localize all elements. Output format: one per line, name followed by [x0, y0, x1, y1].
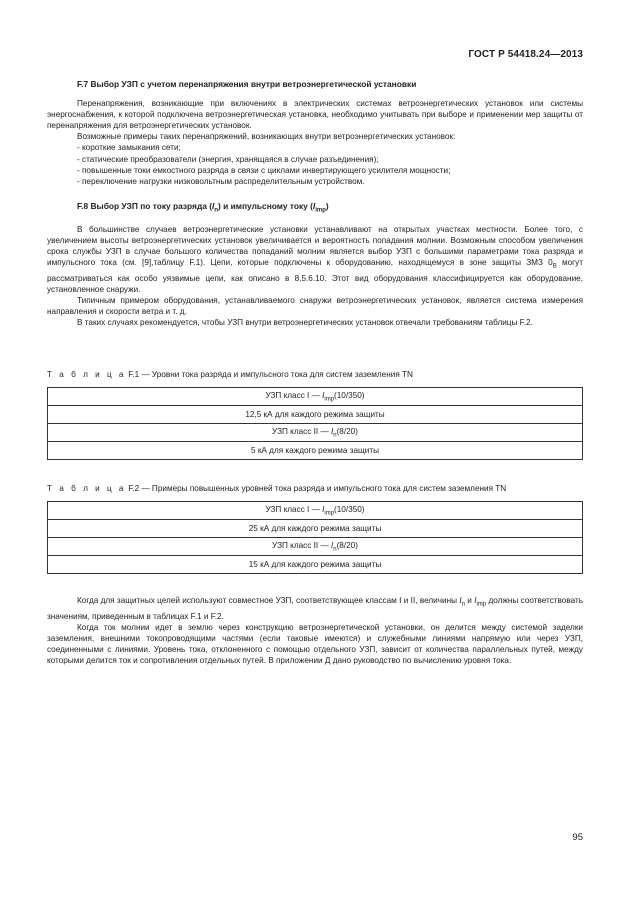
table-cell: УЗП класс II — $I_n(8/20)$	[48, 424, 583, 442]
table-cell: 5 кА для каждого режима защиты	[48, 442, 583, 460]
table-row	[48, 424, 583, 442]
table-f1-caption: Т а б л и ц а F.1 — Уровни тока разряда и импульсного тока для систем заземления TN	[47, 370, 413, 379]
table-cell: 15 кА для каждого режима защиты	[48, 556, 583, 574]
list-item: - повышенные токи емкостного разряда в связи с циклами инвертирующего усилителя мощности;	[77, 165, 451, 175]
section-f8-paragraph-2: Типичным примером оборудования, устанавливаемого снаружи ветроэнергетических установок, является система измерения направления и скорости ветра и т. д.	[47, 295, 583, 317]
section-f7	[47, 79, 583, 187]
closing-paragraph-2: Когда ток молнии идет в землю через конструкцию ветроэнергетической установки, он делится между системой заделки заземления, внешними токопроводящими частями (если таковые имеются) и служебными линиями напрямую или через УЗП, соединенными с линиями. Уровень тока, отклоненного с помощью отдельного УЗП, зависит от количества параллельных путей, между которыми делится ток и сопротивления отдельных путей. В приложении Д дано руководство по вычислению уровня тока.	[47, 622, 583, 666]
section-f7-title: F.7 Выбор УЗП с учетом перенапряжения внутри ветроэнергетической установки	[77, 79, 417, 89]
table-cell: 25 кА для каждого режима защиты	[48, 520, 583, 538]
table-row	[48, 442, 583, 460]
section-f7-paragraph-2: Возможные примеры таких перенапряжений, возникающих внутри ветроэнергетических установок:	[77, 132, 456, 142]
table-cell: 12,5 кА для каждого режима защиты	[48, 406, 583, 424]
section-f8	[47, 201, 583, 328]
list-item: - статические преобразователи (энергия, хранящаяся в случае разъединения);	[77, 154, 379, 164]
table-row	[48, 556, 583, 574]
document-code: ГОСТ Р 54418.24—2013	[468, 49, 583, 60]
table-row	[48, 520, 583, 538]
table-row	[48, 388, 583, 406]
closing-text	[47, 595, 583, 666]
table-row	[48, 538, 583, 556]
list-item: - переключение нагрузки низковольтным распределительным устройством.	[77, 176, 365, 186]
table-cell: УЗП класс I — $I_{imp}(10/350)$	[48, 502, 583, 520]
table-f2-caption: Т а б л и ц а F.2 — Примеры повышенных уровней тока разряда и импульсного тока для систем заземления TN	[47, 484, 507, 493]
table-row	[48, 502, 583, 520]
list-item: - короткие замыкания сети;	[77, 143, 181, 153]
section-f7-paragraph-1: Перенапряжения, возникающие при включениях в электрических системах ветроэнергетических установок или системы энергоснабжения, к которой подключена ветроэнергетическая установка, необходимо учитывать при выборе и применении мер защиты от перенапряжения для ветроэнергетических установок.	[47, 99, 583, 131]
section-f8-paragraph-3: В таких случаях рекомендуется, чтобы УЗП внутри ветроэнергетических установок отвечали требованиям таблицы F.2.	[77, 318, 533, 328]
table-cell: УЗП класс I — $I_{imp}(10/350)$	[48, 388, 583, 406]
table-row	[48, 406, 583, 424]
table-cell: УЗП класс II — $I_n(8/20)$	[48, 538, 583, 556]
page-number: 95	[572, 832, 583, 843]
table-f2	[47, 501, 583, 574]
section-f8-title: F.8 Выбор УЗП по току разряда $(I_n)$ и импульсному току $(I_{imp})$	[77, 201, 329, 214]
table-f1	[47, 387, 583, 460]
closing-paragraph-1: Когда для защитных целей используют совместное УЗП, соответствующее классам I и II, величины $I_n$ и $I_{imp}$ должны соответствовать значениям, приведенным в таблицах F.1 и F.2.	[47, 596, 583, 621]
section-f8-paragraph-1: В большинстве случаев ветроэнергетические установки устанавливают на открытых участках местности. Более того, с увеличением высоты ветроэнергетических установок увеличивается и вероятность попадания молнии. Возможным способом увеличения срока службы УЗП в случае большого количества попаданий молнии является выбор УЗП с большими параметрами тока разряда и импульсного тока (см. [9],таблицу F.1). Цепи, которые подключены к оборудованию, находящемуся в зоне защиты ЗМЗ $0_B$ могут рассматриваться как особо уязвимые цепи, как описано в 8.5.6.10. Этот вид оборудования классифицируется как оборудование, установленное снаружи.	[47, 224, 583, 294]
